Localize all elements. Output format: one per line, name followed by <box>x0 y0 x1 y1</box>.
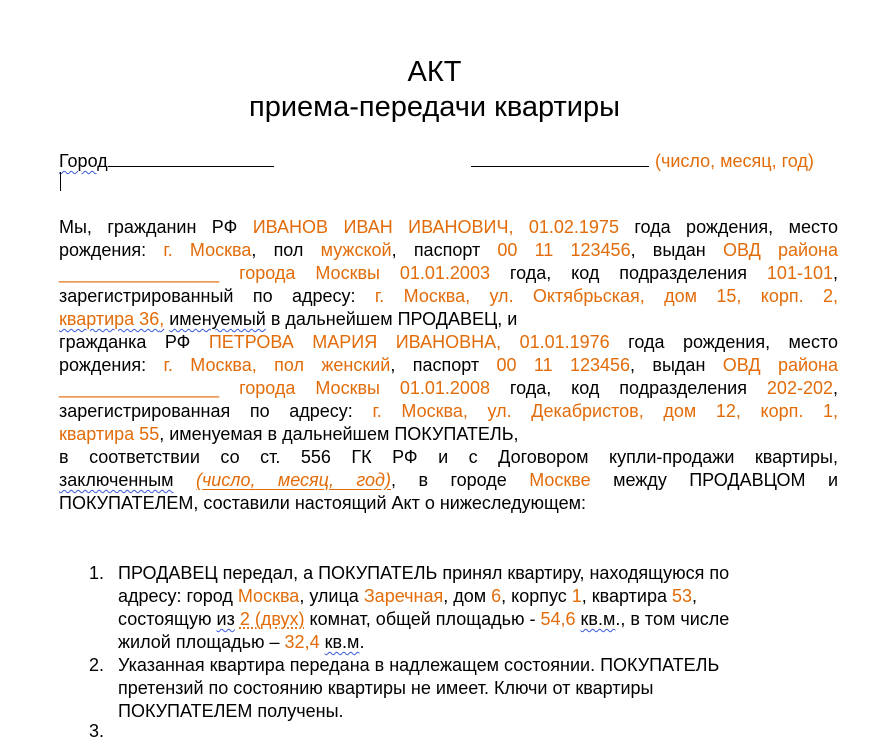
buyer-line-5: квартира 55, именуемая в дальнейшем ПОКУПАТЕЛЬ, <box>59 424 519 444</box>
doc-subtitle: приема-передачи квартиры <box>249 91 620 123</box>
item-number-3: 3. <box>89 721 105 741</box>
buyer-line-2: рождения: г. Москва, пол женский, паспорт 00 11 123456, выдан ОВД района <box>59 355 839 375</box>
buyer-line-1: гражданка РФ ПЕТРОВА МАРИЯ ИВАНОВНА, 01.01.1976 года рождения, место <box>59 332 838 352</box>
basis-line-3: ПОКУПАТЕЛЕМ, составили настоящий Акт о нижеследующем: <box>59 493 587 513</box>
item-number-1: 1. <box>89 563 105 583</box>
buyer-name: ПЕТРОВА МАРИЯ ИВАНОВНА, 01.01.1976 <box>208 332 610 352</box>
seller-line-3: ________________ города Москвы 01.01.2003 года, код подразделения 101-101, <box>59 263 838 283</box>
basis-line-2: заключенным (число, месяц, год), в городе Москве между ПРОДАВЦОМ и <box>59 470 839 490</box>
seller-name: ИВАНОВ ИВАН ИВАНОВИЧ, 01.02.1975 <box>252 217 619 237</box>
text-cursor <box>60 172 61 191</box>
city-blank[interactable] <box>108 147 274 167</box>
city-line <box>59 147 274 172</box>
item-2-line-3: ПОКУПАТЕЛЕМ получены. <box>118 701 344 721</box>
item-1-line-4: жилой площадью – 32,4 кв.м. <box>118 632 365 652</box>
date-hint: (число, месяц, год) <box>655 151 814 171</box>
item-2-line-2: претензий по состоянию квартиры не имеет. Ключи от квартиры <box>118 678 654 698</box>
seller-line-5: квартира 36, именуемый в дальнейшем ПРОДАВЕЦ, и <box>59 309 518 329</box>
date-line <box>471 147 814 172</box>
buyer-line-4: зарегистрированная по адресу: г. Москва, ул. Декабристов, дом 12, корп. 1, <box>59 401 839 421</box>
seller-line-1: Мы, гражданин РФ ИВАНОВ ИВАН ИВАНОВИЧ, 01.02.1975 года рождения, место <box>59 217 839 237</box>
city-label: Город <box>59 151 108 171</box>
buyer-line-3: ________________ города Москвы 01.01.2008 года, код подразделения 202-202, <box>59 378 838 398</box>
seller-line-2: рождения: г. Москва, пол мужской, паспорт 00 11 123456, выдан ОВД района <box>59 240 839 260</box>
item-1-line-1: ПРОДАВЕЦ передал, а ПОКУПАТЕЛЬ принял квартиру, находящуюся по <box>118 563 730 583</box>
basis-line-1: в соответствии со ст. 556 ГК РФ и с Договором купли-продажи квартиры, <box>59 447 838 467</box>
date-blank[interactable] <box>471 147 649 167</box>
item-1-line-2: адресу: город Москва, улица Заречная, дом 6, корпус 1, квартира 53, <box>118 586 698 606</box>
doc-title: АКТ <box>407 56 462 88</box>
item-1-line-3: состоящую из 2 (двух) комнат, общей площадью - 54,6 кв.м., в том числе <box>118 609 730 629</box>
item-number-2: 2. <box>89 655 105 675</box>
item-2-line-1: Указанная квартира передана в надлежащем состоянии. ПОКУПАТЕЛЬ <box>118 655 720 675</box>
seller-line-4: зарегистрированный по адресу: г. Москва, ул. Октябрьская, дом 15, корп. 2, <box>59 286 838 306</box>
